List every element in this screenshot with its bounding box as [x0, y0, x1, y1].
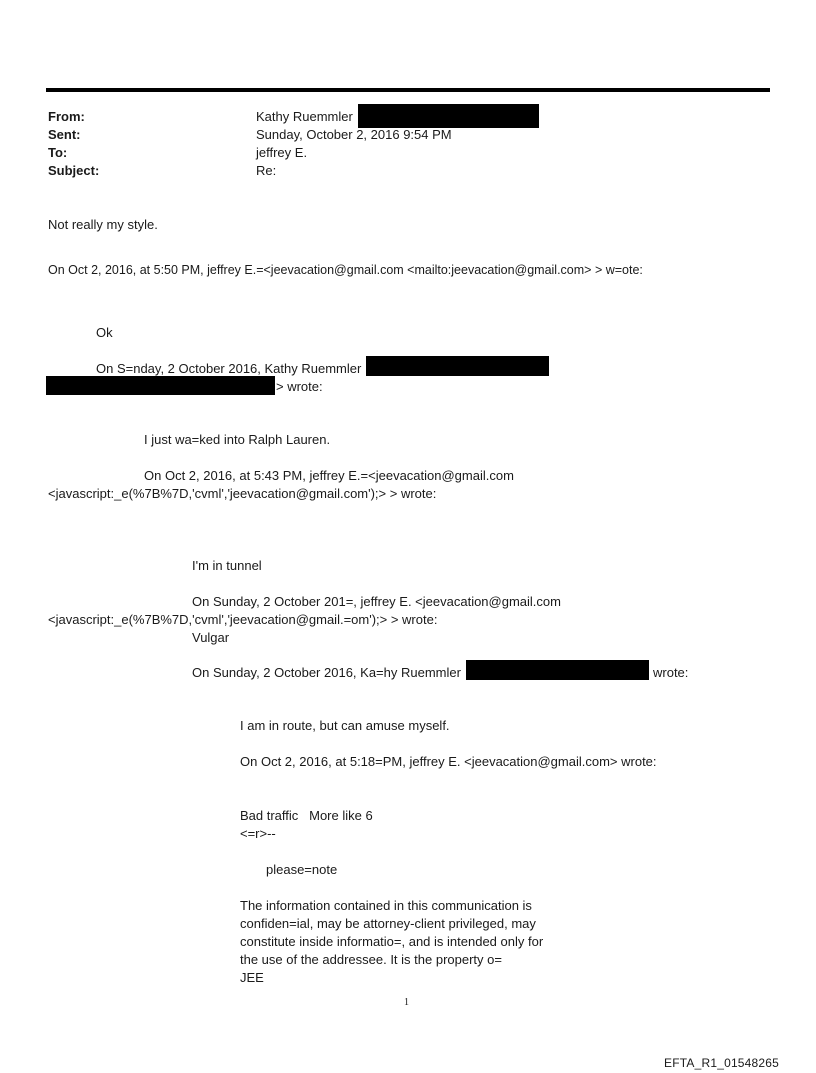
sent-label: Sent: [48, 127, 81, 142]
to-label: To: [48, 145, 68, 160]
disclaimer-line: JEE [240, 970, 264, 985]
quote-header: wrote: [653, 665, 689, 680]
message-text: I am in route, but can amuse myself. [240, 718, 450, 733]
disclaimer-line: The information contained in this communication is [240, 898, 532, 913]
message-text: Ok [96, 325, 113, 340]
message-text: I'm in tunnel [192, 558, 262, 573]
from-label: From: [48, 109, 85, 124]
disclaimer-line: constitute inside informatio=, and is intended only for [240, 934, 544, 949]
header-rule [46, 88, 770, 92]
redaction-bar [358, 104, 539, 128]
message-text: Vulgar [192, 630, 230, 645]
redaction-bar [366, 356, 549, 376]
quote-header: On Sunday, 2 October 2016, Ka=hy Ruemmler [192, 665, 461, 680]
note-label: please=note [266, 862, 338, 877]
quote-header: <javascript:_e(%7B%7D,'cvml','jeevacation@gmail.com');> > wrote: [48, 486, 437, 501]
quote-header: On Sunday, 2 October 201=, jeffrey E. <jeevacation@gmail.com [192, 594, 561, 609]
message-text: Bad traffic More like 6 [240, 808, 373, 823]
disclaimer-line: confiden=ial, may be attorney-client privileged, may [240, 916, 536, 931]
quote-header: <javascript:_e(%7B%7D,'cvml','jeevacation@gmail.=om');> > wrote: [48, 612, 438, 627]
redaction-bar [46, 376, 275, 395]
quote-header: On Oct 2, 2016, at 5:50 PM, jeffrey E.=<jeevacation@gmail.com <mailto:jeevacation@gmail.com> > w=ote: [48, 263, 643, 277]
quote-header: On S=nday, 2 October 2016, Kathy Ruemmler [96, 361, 362, 376]
disclaimer-line: the use of the addressee. It is the property o= [240, 952, 502, 967]
quote-header: > wrote: [276, 379, 323, 394]
message-text: I just wa=ked into Ralph Lauren. [144, 432, 331, 447]
from-value: Kathy Ruemmler [256, 109, 353, 124]
to-value: jeffrey E. [256, 145, 308, 160]
document-id: EFTA_R1_01548265 [664, 1056, 780, 1070]
subject-label: Subject: [48, 163, 100, 178]
reply-text: Not really my style. [48, 217, 158, 232]
subject-value: Re: [256, 163, 277, 178]
message-text: <=r>-- [240, 826, 276, 841]
sent-value: Sunday, October 2, 2016 9:54 PM [256, 127, 452, 142]
redaction-bar [466, 660, 649, 680]
quote-header: On Oct 2, 2016, at 5:43 PM, jeffrey E.=<jeevacation@gmail.com [144, 468, 514, 483]
quote-header: On Oct 2, 2016, at 5:18=PM, jeffrey E. <jeevacation@gmail.com> wrote: [240, 754, 657, 769]
page-number: 1 [404, 997, 409, 1008]
